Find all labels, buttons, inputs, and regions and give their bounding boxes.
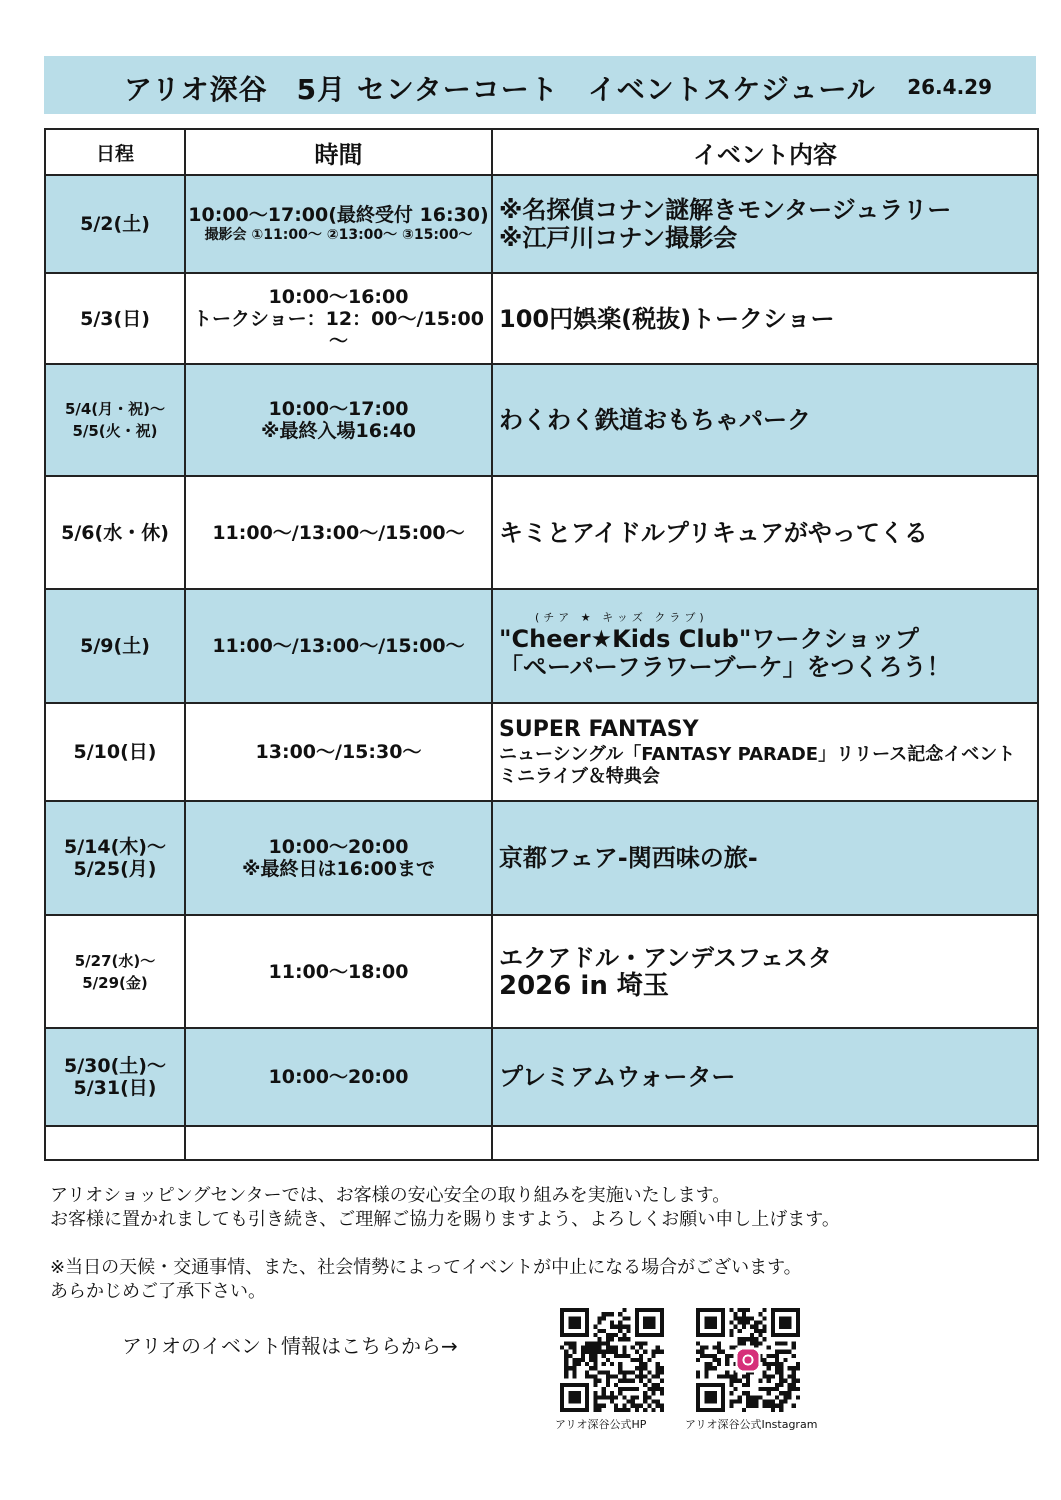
- date-text: 5/14(木)～: [64, 836, 166, 858]
- time-subtext: トークショー：12：00～/15:00～: [193, 307, 484, 352]
- event-title: SUPER FANTASY: [499, 717, 699, 742]
- date-text: 5/27(水)～: [74, 951, 156, 970]
- event-title: キミとアイドルプリキュアがやってくる: [499, 518, 928, 547]
- date-text: 5/3(日): [80, 307, 150, 330]
- event-cell: [492, 703, 1038, 801]
- event-title: エクアドル・アンデスフェスタ: [499, 943, 832, 972]
- qr-label-hp: アリオ深谷公式HP: [555, 1418, 647, 1431]
- table-row: [45, 476, 1038, 589]
- notice-line: あらかじめご了承下さい。: [50, 1281, 266, 1302]
- time-subtext: ※最終日は16:00まで: [242, 858, 435, 880]
- event-title: "Cheer★Kids Club"ワークショップ: [499, 625, 919, 653]
- event-cell: [492, 589, 1038, 703]
- issue-date: 26.4.29: [907, 75, 992, 99]
- schedule-header: [44, 56, 1036, 114]
- date-cell: [45, 703, 185, 801]
- notice-line: アリオショッピングセンターでは、お客様の安心安全の取り組みを実施いたします。: [50, 1185, 731, 1206]
- page-title: アリオ深谷 5月 センターコート イベントスケジュール: [124, 73, 876, 106]
- time-text: 10:00～17:00(最終受付 16:30): [188, 204, 489, 226]
- date-cell: [45, 589, 185, 703]
- event-cell: [492, 175, 1038, 273]
- column-header-event: イベント内容: [492, 129, 1038, 175]
- date-cell: [45, 273, 185, 364]
- date-cell: [45, 1028, 185, 1126]
- date-text: 5/30(土)～: [64, 1055, 166, 1077]
- event-cell: [492, 1028, 1038, 1126]
- table-row: [45, 703, 1038, 801]
- event-title: 京都フェア-関西味の旅-: [499, 844, 758, 872]
- time-subtext: 撮影会 ①11:00～ ②13:00～ ③15:00～: [204, 227, 473, 243]
- time-text: 13:00～/15:30～: [255, 741, 422, 763]
- table-row: [45, 175, 1038, 273]
- date-text-2: 5/29(金): [82, 973, 148, 992]
- time-cell: [185, 476, 492, 589]
- date-cell: [45, 476, 185, 589]
- date-text: 5/10(日): [73, 741, 157, 763]
- date-text: 5/6(水・休): [61, 521, 169, 544]
- date-text-2: 5/5(火・祝): [72, 422, 158, 440]
- event-title-2: 「ペーパーフラワーブーケ」をつくろう！: [499, 653, 951, 681]
- date-cell: [45, 801, 185, 915]
- date-text: 5/2(土): [80, 213, 150, 235]
- time-cell: [185, 801, 492, 915]
- time-cell: [185, 175, 492, 273]
- time-cell: [185, 703, 492, 801]
- event-title: ※名探偵コナン謎解きモンタージュラリー: [499, 196, 952, 224]
- table-row: [45, 273, 1038, 364]
- date-text: 5/9(土): [80, 635, 150, 657]
- qr-code-hp-icon[interactable]: [560, 1308, 664, 1412]
- date-cell: [45, 915, 185, 1028]
- date-cell: [45, 364, 185, 476]
- table-row: [45, 1028, 1038, 1126]
- event-title-2: 2026 in 埼玉: [499, 970, 669, 1001]
- time-subtext: ※最終入場16:40: [261, 420, 416, 442]
- empty-cell: [45, 1126, 185, 1160]
- date-text-2: 5/25(月): [73, 858, 157, 880]
- time-text: 11:00～18:00: [268, 960, 409, 983]
- event-ruby: (チア ★ キッズ クラブ): [535, 611, 708, 624]
- date-cell: [45, 175, 185, 273]
- event-title: わくわく鉄道おもちゃパーク: [499, 406, 811, 434]
- event-title-2: ニューシングル「FANTASY PARADE」リリース記念イベント: [499, 744, 1016, 765]
- event-title: 100円娯楽(税抜)トークショー: [499, 304, 835, 333]
- time-cell: [185, 1028, 492, 1126]
- schedule-table: [44, 128, 1039, 1161]
- table-row: [45, 801, 1038, 915]
- table-row-empty: [45, 1126, 1038, 1160]
- table-row: [45, 915, 1038, 1028]
- time-text: 10:00～20:00: [268, 1066, 409, 1088]
- event-title-3: ミニライブ＆特典会: [499, 766, 660, 787]
- event-cell: [492, 273, 1038, 364]
- time-text: 11:00～/13:00～/15:00～: [212, 521, 465, 544]
- notice-text: [50, 1184, 840, 1304]
- time-text: 10:00～16:00: [268, 285, 409, 308]
- table-row: [45, 589, 1038, 703]
- date-text-2: 5/31(日): [73, 1077, 157, 1099]
- event-cell: [492, 801, 1038, 915]
- column-header-time: 時間: [185, 129, 492, 175]
- event-cell: [492, 476, 1038, 589]
- notice-line: ※当日の天候・交通事情、また、社会情勢によってイベントが中止になる場合がございます。: [50, 1257, 802, 1278]
- qr-label-instagram: アリオ深谷公式Instagram: [685, 1418, 818, 1431]
- time-cell: [185, 364, 492, 476]
- time-cell: [185, 915, 492, 1028]
- empty-cell: [185, 1126, 492, 1160]
- time-cell: [185, 273, 492, 364]
- time-text: 10:00～17:00: [268, 398, 409, 420]
- event-cell: [492, 915, 1038, 1028]
- event-title-2: ※江戸川コナン撮影会: [499, 224, 738, 252]
- event-cell: [492, 364, 1038, 476]
- time-cell: [185, 589, 492, 703]
- time-text: 11:00～/13:00～/15:00～: [212, 635, 465, 657]
- notice-line: お客様に置かれましても引き続き、ご理解ご協力を賜りますよう、よろしくお願い申し上げます。: [50, 1209, 840, 1230]
- table-row: [45, 364, 1038, 476]
- event-title: プレミアムウォーター: [499, 1063, 736, 1091]
- empty-cell: [492, 1126, 1038, 1160]
- event-info-text: アリオのイベント情報はこちらから→: [122, 1334, 458, 1358]
- qr-code-instagram-icon[interactable]: [696, 1308, 800, 1412]
- column-header-date: 日程: [45, 129, 185, 175]
- date-text: 5/4(月・祝)～: [64, 400, 166, 418]
- time-text: 10:00～20:00: [268, 836, 409, 858]
